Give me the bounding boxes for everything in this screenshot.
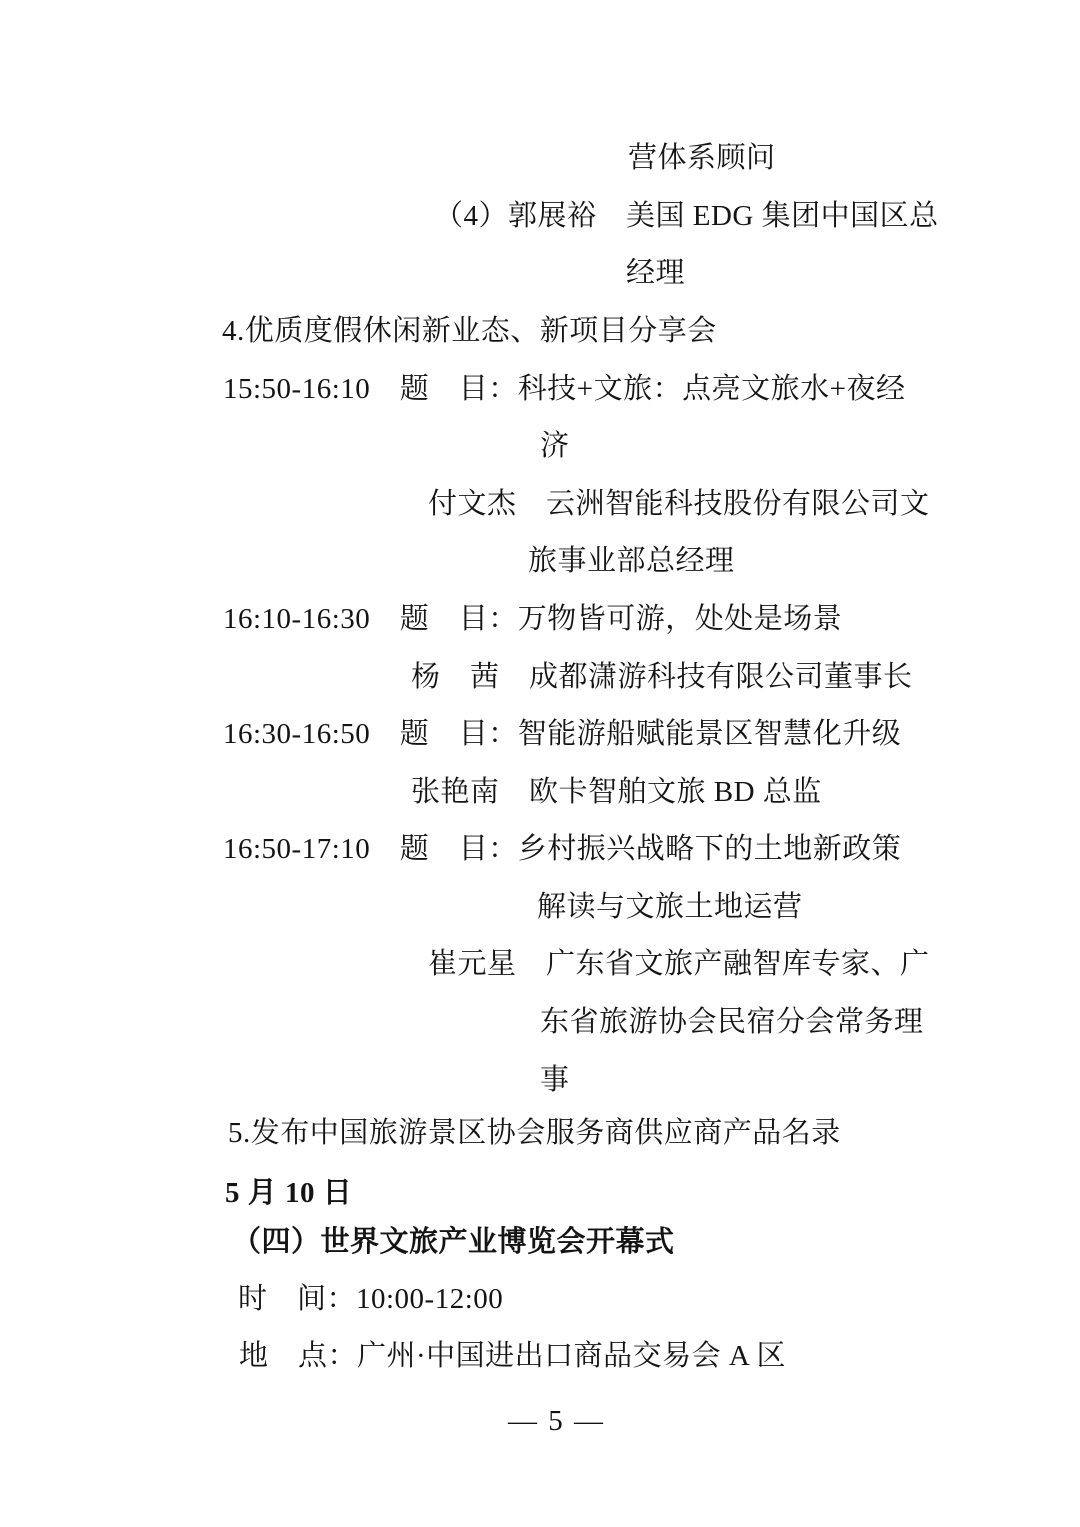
item-5-heading: 5.发布中国旅游景区协会服务商供应商产品名录: [228, 1117, 841, 1149]
venue-line: 地 点：广州·中国进出口商品交易会 A 区: [239, 1340, 787, 1372]
date-heading: 5 月 10 日: [225, 1177, 353, 1209]
agenda-1550-title: 15:50-16:10 题 目：科技+文旅：点亮文旅水+夜经: [223, 373, 906, 405]
agenda-1650-speaker: 崔元星 广东省文旅产融智库专家、广: [428, 948, 930, 980]
agenda-1610-speaker: 杨 茜 成都潇游科技有限公司董事长: [411, 661, 913, 693]
page-number: — 5 —: [508, 1405, 605, 1437]
time-line: 时 间：10:00-12:00: [238, 1283, 504, 1315]
section-4-opening-heading: （四）世界文旅产业博览会开幕式: [232, 1226, 675, 1258]
speaker-item-4: （4）郭展裕 美国 EDG 集团中国区总: [434, 200, 939, 232]
session-4-heading: 4.优质度假休闲新业态、新项目分享会: [222, 315, 717, 347]
agenda-1630-speaker: 张艳南 欧卡智舶文旅 BD 总监: [411, 776, 822, 808]
speaker-item-4-continuation: 经理: [626, 257, 686, 289]
agenda-1550-speaker: 付文杰 云洲智能科技股份有限公司文: [428, 488, 930, 520]
agenda-1650-speaker-continuation-1: 东省旅游协会民宿分会常务理: [540, 1006, 924, 1038]
agenda-1630-title: 16:30-16:50 题 目：智能游船赋能景区智慧化升级: [223, 718, 902, 750]
agenda-1550-speaker-continuation: 旅事业部总经理: [528, 545, 735, 577]
agenda-1650-speaker-continuation-2: 事: [540, 1064, 570, 1096]
agenda-1650-title-continuation: 解读与文旅土地运营: [537, 891, 803, 923]
agenda-1550-title-continuation: 济: [540, 430, 570, 462]
speaker-role-continuation: 营体系顾问: [628, 142, 776, 174]
agenda-1610-title: 16:10-16:30 题 目：万物皆可游，处处是场景: [223, 603, 843, 635]
agenda-1650-title: 16:50-17:10 题 目：乡村振兴战略下的土地新政策: [223, 833, 902, 865]
